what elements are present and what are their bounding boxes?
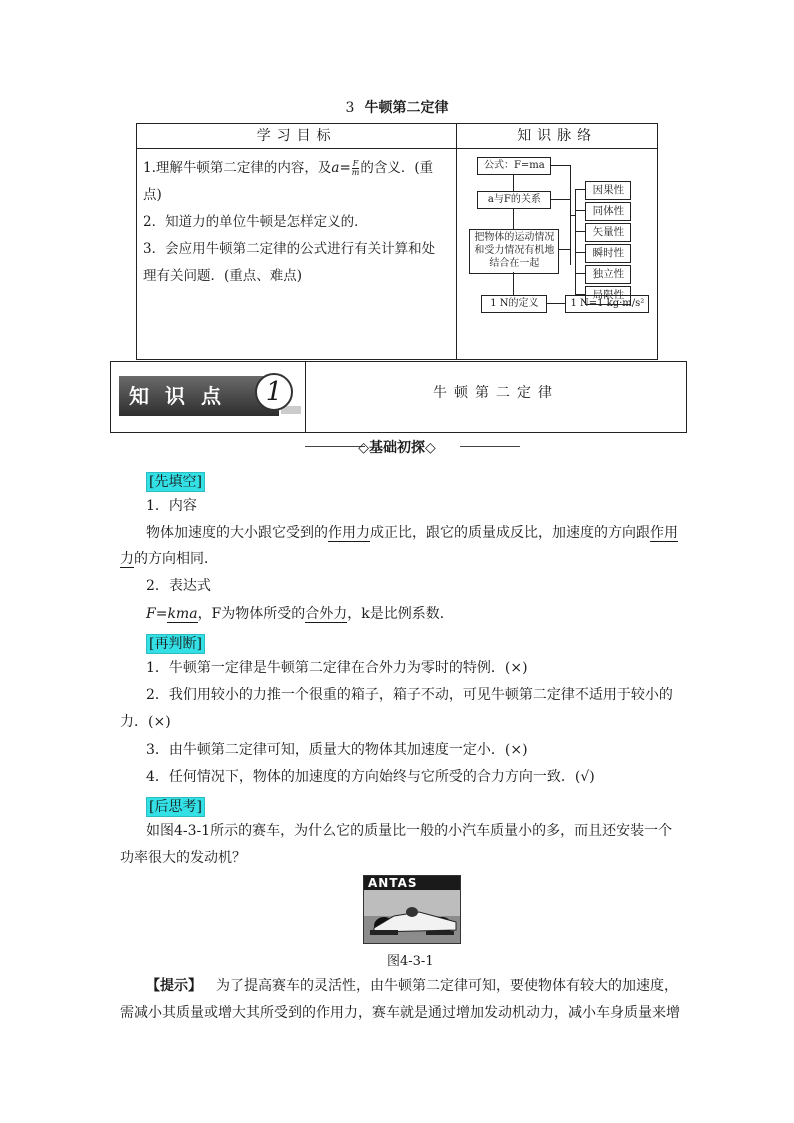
map-prop-vector: 矢量性 (585, 223, 631, 242)
map-prop-instantaneous: 瞬时性 (585, 244, 631, 263)
map-brace (575, 189, 576, 295)
hint-line-1: 【提示】 为了提高赛车的灵活性，由牛顿第二定律可知，要使物体有较大的加速度， (146, 978, 678, 994)
fill-heading-2: 2．表达式 (146, 578, 211, 594)
knowledge-point-label-area (111, 362, 306, 432)
blank-answer: 作用力 (328, 525, 370, 541)
map-brace (575, 252, 585, 253)
think-question: 如图4-3-1所示的赛车，为什么它的质量比一般的小汽车质量小的多，而且还安装一个 (146, 823, 673, 839)
map-connector (513, 208, 514, 229)
knowledge-point-number: 1 (255, 373, 293, 411)
blank-answer: 力 (120, 551, 134, 567)
section-title: ◇基础初探◇ (358, 440, 436, 456)
page-title (0, 97, 794, 117)
title-number: 3 (345, 100, 355, 116)
map-combine-box: 把物体的运动情况和受力情况有机地结合在一起 (469, 229, 559, 274)
figure-caption: 图4-3-1 (387, 954, 434, 969)
blank-answer: 作用 (650, 525, 678, 541)
goal-1-cont: 点) (143, 187, 162, 203)
knowledge-point-banner (110, 361, 687, 433)
tag-think: [后思考] (146, 797, 205, 817)
goals-cell (137, 149, 457, 360)
fill-heading-1: 1．内容 (146, 498, 197, 514)
goal-2: 2．知道力的单位牛顿是怎样定义的． (143, 214, 368, 230)
map-connector (513, 272, 514, 295)
goal-3: 3．会应用牛顿第二定律的公式进行有关计算和处 (143, 241, 436, 257)
judge-item-2: 2．我们用较小的力推一个很重的箱子，箱子不动，可见牛顿第二定律不适用于较小的 (146, 687, 673, 703)
judge-item-1: 1．牛顿第一定律是牛顿第二定律在合外力为零时的特例．(×) (146, 660, 528, 676)
map-formula-box: 公式：F=ma (477, 157, 551, 175)
photo-banner-text: ANTAS (368, 876, 418, 890)
map-brace (575, 273, 585, 274)
hint-label: 【提示】 (146, 978, 202, 994)
tag-judge: [再判断] (146, 634, 205, 654)
map-connector (513, 174, 514, 191)
fill-paragraph-1: 物体加速度的大小跟它受到的作用力成正比，跟它的质量成反比，加速度的方向跟作用 (146, 525, 678, 541)
goal-3-cont: 理有关问题．(重点、难点) (143, 268, 303, 284)
map-brace (575, 231, 585, 232)
fraction-f-over-m: $\frac{F}{m}$ (351, 159, 360, 177)
map-prop-independence: 独立性 (585, 265, 631, 284)
map-brace (570, 215, 575, 216)
judge-item-2-cont: 力．(×) (120, 714, 171, 730)
col-header-goals: 学习目标 (137, 124, 457, 149)
blank-answer: kma (167, 606, 198, 622)
blank-answer: 合外力 (305, 606, 348, 622)
map-connector (546, 303, 565, 304)
map-newton-eq-box: 1 N=1 kg·m/s² (565, 295, 649, 313)
judge-item-4: 4．任何情况下，物体的加速度的方向始终与它所受的合力方向一致．(√) (146, 769, 595, 785)
map-connector (550, 165, 570, 166)
knowledge-map-cell (457, 149, 658, 360)
map-prop-causality: 因果性 (585, 181, 631, 200)
objectives-table (136, 123, 658, 360)
tag-fill-blank: [先填空] (146, 472, 205, 492)
knowledge-map (457, 149, 657, 359)
map-relation-box: a与F的关系 (477, 191, 551, 209)
knowledge-point-label: 知识点 (129, 384, 237, 408)
think-question-cont: 功率很大的发动机？ (120, 850, 246, 866)
race-car-photo (363, 875, 461, 944)
map-brace (575, 189, 585, 190)
judge-item-3: 3．由牛顿第二定律可知，质量大的物体其加速度一定小．(×) (146, 742, 528, 758)
goal-1: 1.理解牛顿第二定律的内容，及a= $\frac{F}{m}$ 的含义．(重 (143, 159, 434, 177)
map-connector (550, 199, 570, 200)
map-brace (575, 210, 585, 211)
map-newton-def-box: 1 N的定义 (481, 295, 547, 313)
title-text: 牛顿第二定律 (364, 100, 449, 116)
map-prop-limitation: 局限性 (585, 286, 631, 305)
map-brace (575, 294, 585, 295)
hint-line-2: 需减小其质量或增大其所受到的作用力，赛车就是通过增加发动机动力，减小车身质量来增 (120, 1005, 680, 1021)
map-connector (558, 249, 570, 250)
fill-paragraph-1-cont: 力的方向相同． (120, 551, 218, 567)
race-car-icon (364, 876, 460, 943)
col-header-map: 知识脉络 (457, 124, 658, 149)
section-rule-right (460, 446, 520, 447)
knowledge-point-topic: 牛顿第二定律 (433, 385, 559, 401)
map-prop-same-body: 同体性 (585, 202, 631, 221)
fill-paragraph-2: F=kma，F为物体所受的合外力，k是比例系数． (146, 606, 454, 622)
